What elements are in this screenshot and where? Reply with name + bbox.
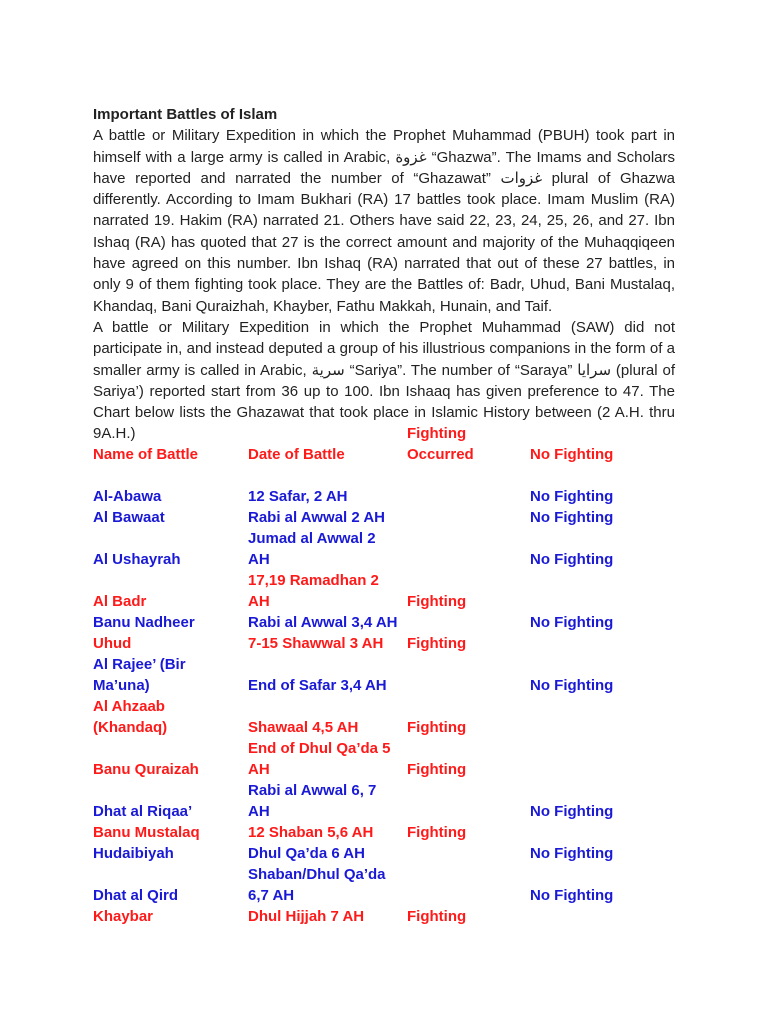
no-fighting-text: No Fighting [530,551,614,568]
battle-name-text: Al-Abawa [93,488,162,505]
fighting-occurred-cell [407,717,517,738]
table-row [93,738,693,780]
battle-name-text: Al Rajee’ (Bir [93,656,186,673]
battle-date-text: Rabi al Awwal 3,4 AH [248,614,398,631]
battle-name-text: Dhat al Qird [93,887,179,904]
battle-date-text: Dhul Qa’da 6 AH [248,845,365,862]
battle-date-text: AH [248,803,270,820]
battle-name-text: Al Ushayrah [93,551,181,568]
table-row [93,633,693,654]
battle-date-text: Shaban/Dhul Qa’da [248,866,386,883]
battle-date-cell [248,864,403,906]
battle-name-cell [93,906,243,927]
battle-name-cell [93,444,243,465]
table-row [93,486,693,507]
battle-name-cell [93,759,243,780]
fighting-occurred-text: Fighting [407,425,467,442]
no-fighting-text: No Fighting [530,488,614,505]
no-fighting-cell [530,444,680,465]
battle-name-cell [93,486,243,507]
battle-date-cell [248,843,403,864]
battle-date-cell [248,633,403,654]
battle-name-cell [93,696,243,738]
table-row [93,570,693,612]
document-body [93,104,675,445]
battle-name-cell [93,801,243,822]
battle-date-cell [248,822,403,843]
battle-date-text: AH [248,551,270,568]
battle-date-text: Rabi al Awwal 2 AH [248,509,385,526]
no-fighting-text: No Fighting [530,803,614,820]
intro-paragraph-ghazwa: A battle or Military Expedition in which the Prophet Muhammad (PBUH) took part in himself with a large army is called in Arabic, غزوة “Ghazwa”. The Imams and Scholars have reported and narrated the number of “Ghazawat” غزوات plural of Ghazwa differently. According to Imam Bukhari (RA) 17 battles took place. Imam Muslim (RA) narrated 19. Hakim (RA) narrated 21. Others have said 22, 23, 24, 25, 26, and 27. Ibn Ishaq (RA) has quoted that 27 is the correct amount and majority of the Muhaqqiqeen have agreed on this number. Ibn Ishaq (RA) narrated that out of these 27 battles, in only 9 of them fighting took place. They are the Battles of: Badr, Uhud, Bani Mustalaq, Khandaq, Bani Quraizhah, Khayber, Fathu Makkah, Hunain, and Taif. [93,127,676,315]
table-header-row [93,423,693,465]
battle-name-cell [93,633,243,654]
battle-date-cell [248,612,403,633]
no-fighting-text: No Fighting [530,509,614,526]
battle-date-cell [248,507,403,528]
battle-date-text: Rabi al Awwal 6, 7 [248,782,377,799]
battle-date-text: End of Safar 3,4 AH [248,677,387,694]
no-fighting-cell [530,885,680,906]
document-title: Important Battles of Islam [93,106,278,123]
battle-date-cell [248,570,403,612]
table-row [93,528,693,570]
battle-date-cell [248,717,403,738]
battle-name-cell [93,612,243,633]
battle-date-text: 7-15 Shawwal 3 AH [248,635,384,652]
battle-date-cell [248,906,403,927]
battle-name-text: Hudaibiyah [93,845,174,862]
battle-name-text: Banu Mustalaq [93,824,200,841]
battle-date-text: AH [248,593,270,610]
battle-date-text: Dhul Hijjah 7 AH [248,908,365,925]
battle-date-cell [248,528,403,570]
no-fighting-cell [530,507,680,528]
fighting-occurred-text: Fighting [407,761,467,778]
table-row [93,654,693,696]
battle-date-text: Jumad al Awwal 2 [248,530,376,547]
fighting-occurred-cell [407,906,517,927]
battle-name-text: Al Badr [93,593,147,610]
battle-name-text: Name of Battle [93,446,199,463]
battle-name-cell [93,843,243,864]
fighting-occurred-cell [407,759,517,780]
fighting-occurred-text: Fighting [407,719,467,736]
fighting-occurred-text: Occurred [407,446,474,463]
no-fighting-cell [530,486,680,507]
table-row [93,843,693,864]
battles-table [93,423,693,927]
table-row [93,906,693,927]
battle-name-text: Ma’una) [93,677,150,694]
no-fighting-cell [530,801,680,822]
battle-name-cell [93,549,243,570]
fighting-occurred-text: Fighting [407,635,467,652]
battle-date-text: AH [248,761,270,778]
table-row [93,780,693,822]
battle-name-text: Banu Quraizah [93,761,199,778]
table-row [93,696,693,738]
battle-name-cell [93,591,243,612]
battle-date-text: 17,19 Ramadhan 2 [248,572,379,589]
battle-date-text: 12 Shaban 5,6 AH [248,824,374,841]
battle-name-text: Khaybar [93,908,154,925]
battle-date-text: Date of Battle [248,446,345,463]
battle-name-text: Al Bawaat [93,509,165,526]
no-fighting-text: No Fighting [530,887,614,904]
no-fighting-text: No Fighting [530,845,614,862]
battle-name-text: Dhat al Riqaa’ [93,803,193,820]
battle-date-cell [248,444,403,465]
no-fighting-text: No Fighting [530,677,614,694]
battle-name-text: Banu Nadheer [93,614,195,631]
no-fighting-cell [530,612,680,633]
battle-name-text: (Khandaq) [93,719,168,736]
battle-date-text: 12 Safar, 2 AH [248,488,348,505]
fighting-occurred-cell [407,822,517,843]
intro-paragraph-sariya: A battle or Military Expedition in which the Prophet Muhammad (SAW) did not participate in, and instead deputed a group of his illustrious companions in the form of a smaller army is called in Arabic, سرية “Sariya”. The number of “Saraya” سرايا (plural of Sariya’) reported start from 36 up to 100. Ibn Ishaaq has given preference to 47. The Chart below lists the Ghazawat that took place in Islamic History between (2 A.H. thru 9A.H.) [93,318,676,443]
battle-name-cell [93,885,243,906]
table-row [93,864,693,906]
battle-date-cell [248,780,403,822]
no-fighting-cell [530,675,680,696]
battle-date-cell [248,738,403,780]
battle-date-text: 6,7 AH [248,887,295,904]
battle-name-cell [93,507,243,528]
table-spacer [93,465,693,486]
battle-name-cell [93,654,243,696]
table-row [93,507,693,528]
battle-name-text: Uhud [93,635,132,652]
battle-date-text: Shawaal 4,5 AH [248,719,359,736]
fighting-occurred-text: Fighting [407,824,467,841]
battle-name-text: Al Ahzaab [93,698,165,715]
fighting-occurred-text: Fighting [407,593,467,610]
table-row [93,612,693,633]
no-fighting-text: No Fighting [530,614,614,631]
battle-date-text: End of Dhul Qa’da 5 [248,740,391,757]
fighting-occurred-text: Fighting [407,908,467,925]
fighting-occurred-cell [407,633,517,654]
no-fighting-cell [530,549,680,570]
fighting-occurred-cell [407,591,517,612]
battle-name-cell [93,822,243,843]
table-row [93,822,693,843]
fighting-occurred-cell [407,423,517,465]
no-fighting-text: No Fighting [530,446,614,463]
battle-date-cell [248,486,403,507]
battle-date-cell [248,675,403,696]
no-fighting-cell [530,843,680,864]
